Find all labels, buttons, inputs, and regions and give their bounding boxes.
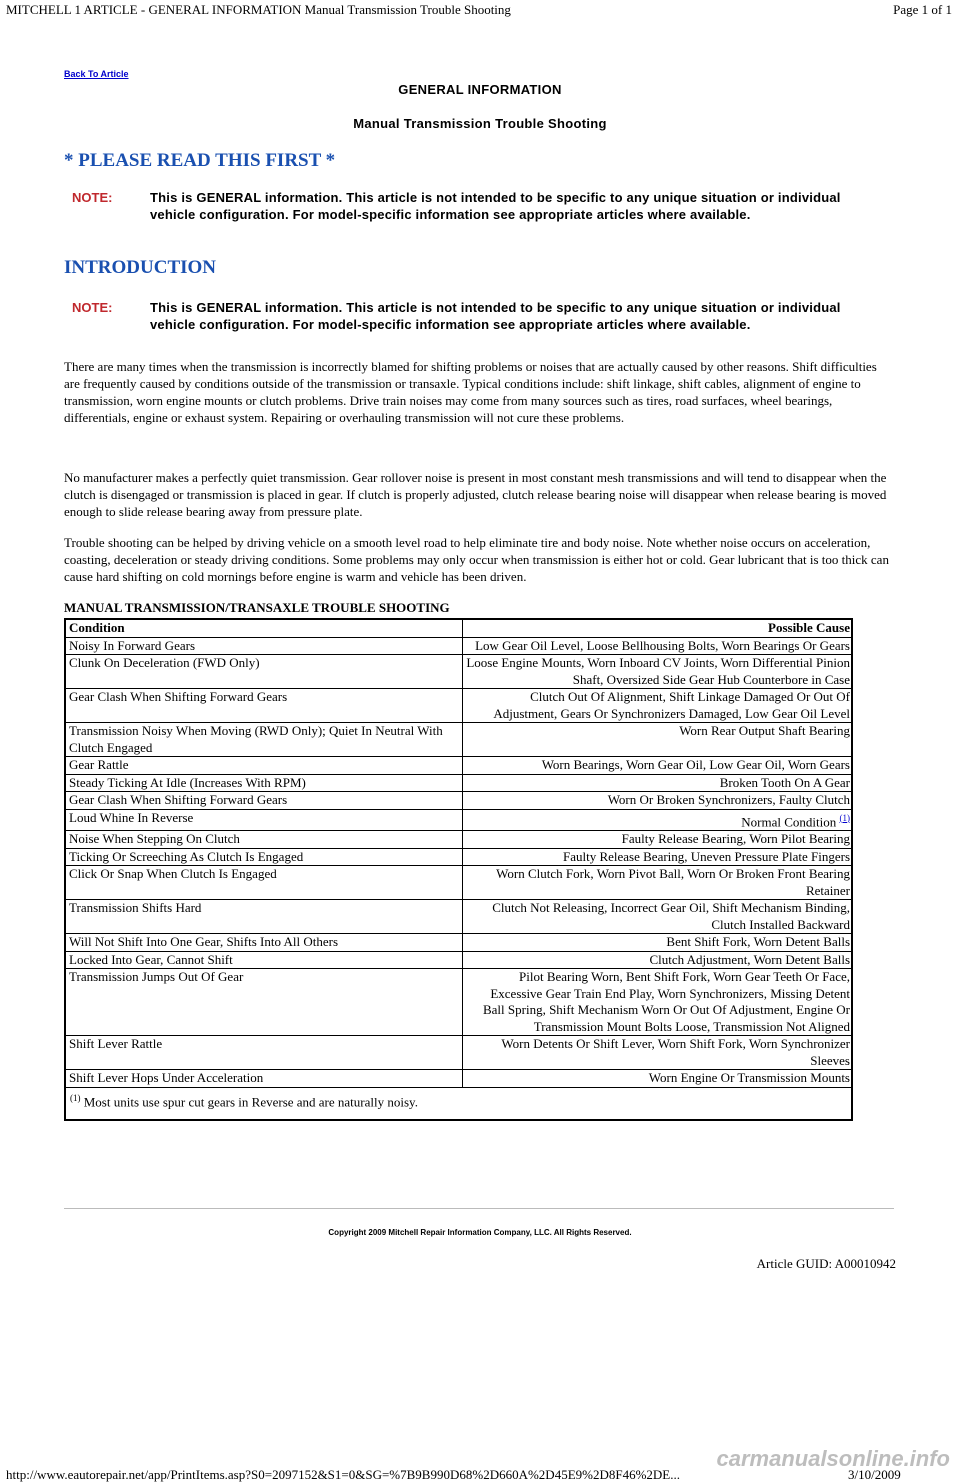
condition-cell: Shift Lever Rattle [65, 1036, 463, 1070]
note-label: NOTE: [72, 300, 113, 315]
possible-cause-cell [463, 934, 853, 952]
note-text: This is GENERAL information. This article is not intended to be specific to any unique situation or individual vehicle configuration. For model-specific information see appropriate articles where available. [150, 190, 841, 222]
note-label: NOTE: [72, 190, 113, 205]
possible-cause-cell [463, 848, 853, 866]
table-row [65, 637, 852, 655]
possible-cause-cell [463, 969, 853, 1036]
copyright-notice: Copyright 2009 Mitchell Repair Information Company, LLC. All Rights Reserved. [328, 1228, 632, 1237]
possible-cause-text: Bent Shift Fork, Worn Detent Balls [666, 934, 850, 950]
table-row [65, 900, 852, 934]
possible-cause-cell [463, 689, 853, 723]
possible-cause-text: Clutch Not Releasing, Incorrect Gear Oil, Shift Mechanism Binding, Clutch Installed Backward [492, 900, 850, 932]
possible-cause-text: Worn Clutch Fork, Worn Pivot Ball, Worn Or Broken Front Bearing Retainer [496, 866, 850, 898]
possible-cause-text: Faulty Release Bearing, Worn Pilot Bearing [621, 831, 850, 847]
table-row [65, 689, 852, 723]
possible-cause-text: Faulty Release Bearing, Uneven Pressure Plate Fingers [562, 848, 850, 864]
possible-cause-cell [463, 866, 853, 900]
table-row [65, 848, 852, 866]
table-row [65, 1070, 852, 1088]
back-to-article-link[interactable]: Back To Article [64, 69, 129, 79]
possible-cause-text: Worn Engine Or Transmission Mounts [648, 1070, 850, 1086]
table-row [65, 809, 852, 831]
intro-paragraph: There are many times when the transmission is incorrectly blamed for shifting problems or noises that are actually caused by other reasons. Shift difficulties are frequently caused by conditions outside of the transmission or transaxle. Typical conditions include: shift linkage, shift cables, alignment of engine to transmission, worn engine mounts or clutch problems. Drive train noises may come from many sources such as tires, road surfaces, wheel bearings, differentials, engine or exhaust system. Repairing or overhauling transmission will not cure these problems. [64, 359, 877, 425]
possible-cause-cell [463, 900, 853, 934]
possible-cause-cell [463, 792, 853, 810]
possible-cause-cell [463, 774, 853, 792]
note-block [72, 189, 862, 223]
possible-cause-text: Pilot Bearing Worn, Bent Shift Fork, Worn Gear Teeth Or Face, Excessive Gear Train End Play, Worn Synchronizers, Missing Detent Ball Spring, Shift Mechanism Worn Or Out Of Adjustment, Engine Or Transmission Mount Bolts Loose, Transmission Not Aligned [482, 969, 850, 1034]
condition-cell: Steady Ticking At Idle (Increases With RPM) [65, 774, 463, 792]
footnote-reference-link[interactable]: (1) [839, 812, 850, 823]
table-title: MANUAL TRANSMISSION/TRANSAXLE TROUBLE SHOOTING [64, 600, 450, 615]
possible-cause-cell [463, 637, 853, 655]
table-footnote-row [65, 1087, 852, 1119]
possible-cause-text: Clutch Out Of Alignment, Shift Linkage Damaged Or Out Of Adjustment, Gears Or Synchronizers Damaged, Low Gear Oil Level [493, 689, 850, 721]
possible-cause-text: Worn Or Broken Synchronizers, Faulty Clutch [607, 792, 850, 807]
print-header-title: MITCHELL 1 ARTICLE - GENERAL INFORMATION Manual Transmission Trouble Shooting [6, 2, 511, 17]
condition-cell: Gear Clash When Shifting Forward Gears [65, 689, 463, 723]
condition-cell: Gear Clash When Shifting Forward Gears [65, 792, 463, 810]
possible-cause-cell [463, 1070, 853, 1088]
print-header-page: Page 1 of 1 [893, 2, 952, 17]
table-row [65, 774, 852, 792]
section-heading-read-first: * PLEASE READ THIS FIRST * [64, 150, 336, 171]
possible-cause-text: Clutch Adjustment, Worn Detent Balls [649, 951, 850, 967]
column-header-condition: Condition [65, 619, 463, 637]
condition-cell: Transmission Shifts Hard [65, 900, 463, 934]
condition-cell: Locked Into Gear, Cannot Shift [65, 951, 463, 969]
article-guid: Article GUID: A00010942 [756, 1256, 896, 1271]
intro-paragraph: Trouble shooting can be helped by driving vehicle on a smooth level road to help eliminate tire and body noise. Note whether noise occurs on acceleration, coasting, deceleration or steady driving conditions. Some problems may only occur when transmission is either hot or cold. Gear lubricant that is too thick can cause hard shifting on cold mornings before engine is warm and vehicle has been driven. [64, 535, 889, 584]
watermark-logo: carmanualsonline.info [716, 1446, 950, 1471]
possible-cause-text: Low Gear Oil Level, Loose Bellhousing Bolts, Worn Bearings Or Gears [475, 637, 850, 653]
possible-cause-text: Worn Detents Or Shift Lever, Worn Shift Fork, Worn Synchronizer Sleeves [501, 1036, 850, 1068]
possible-cause-text: Loose Engine Mounts, Worn Inboard CV Joints, Worn Differential Pinion Shaft, Oversized Side Gear Hub Counterbore in Case [466, 655, 850, 687]
divider [64, 1208, 894, 1209]
document-subtitle: Manual Transmission Trouble Shooting [353, 116, 607, 131]
table-row [65, 934, 852, 952]
document-title: GENERAL INFORMATION [398, 82, 562, 97]
table-row [65, 1036, 852, 1070]
section-heading-introduction: INTRODUCTION [64, 257, 217, 278]
possible-cause-cell [463, 723, 853, 757]
trouble-shooting-table [64, 618, 853, 1121]
condition-cell: Ticking Or Screeching As Clutch Is Engaged [65, 848, 463, 866]
footnote-text: Most units use spur cut gears in Reverse and are naturally noisy. [83, 1094, 418, 1110]
possible-cause-cell [463, 1036, 853, 1070]
print-footer-url: http://www.eautorepair.net/app/PrintItems.asp?S0=2097152&S1=0&SG=%7B9B990D68%2D660A%2D45E9%2D8F46%2DE... [6, 1467, 680, 1482]
condition-cell: Clunk On Deceleration (FWD Only) [65, 655, 463, 689]
condition-cell: Transmission Jumps Out Of Gear [65, 969, 463, 1036]
possible-cause-cell [463, 831, 853, 849]
table-header-row [65, 619, 852, 637]
possible-cause-text: Broken Tooth On A Gear [719, 774, 850, 790]
table-row [65, 866, 852, 900]
table-row [65, 951, 852, 969]
table-row [65, 792, 852, 810]
condition-cell: Gear Rattle [65, 757, 463, 775]
condition-cell: Click Or Snap When Clutch Is Engaged [65, 866, 463, 900]
condition-cell: Will Not Shift Into One Gear, Shifts Into All Others [65, 934, 463, 952]
table-row [65, 831, 852, 849]
condition-cell: Transmission Noisy When Moving (RWD Only); Quiet In Neutral With Clutch Engaged [65, 723, 463, 757]
possible-cause-cell [463, 951, 853, 969]
column-header-possible-cause: Possible Cause [463, 619, 853, 637]
possible-cause-cell [463, 757, 853, 775]
possible-cause-text: Normal Condition [741, 813, 837, 829]
table-row [65, 757, 852, 775]
table-footnote [65, 1087, 852, 1119]
note-block [72, 299, 862, 333]
possible-cause-text: Worn Bearings, Worn Gear Oil, Low Gear Oil, Worn Gears [541, 757, 850, 772]
table-row [65, 969, 852, 1036]
condition-cell: Shift Lever Hops Under Acceleration [65, 1070, 463, 1088]
print-footer-date: 3/10/2009 [848, 1467, 901, 1482]
table-row [65, 723, 852, 757]
condition-cell: Noise When Stepping On Clutch [65, 831, 463, 849]
possible-cause-cell [463, 655, 853, 689]
condition-cell: Loud Whine In Reverse [65, 809, 463, 831]
intro-paragraph: No manufacturer makes a perfectly quiet transmission. Gear rollover noise is present in most constant mesh transmissions and will tend to disappear when the clutch is disengaged or transmission is placed in gear. If clutch is properly adjusted, clutch release bearing noise will disappear when release bearing is moved enough to slide release bearing away from pressure plate. [64, 470, 887, 519]
condition-cell: Noisy In Forward Gears [65, 637, 463, 655]
table-row [65, 655, 852, 689]
footnote-mark: (1) [70, 1092, 81, 1103]
possible-cause-text: Worn Rear Output Shaft Bearing [679, 723, 850, 738]
note-text: This is GENERAL information. This article is not intended to be specific to any unique situation or individual vehicle configuration. For model-specific information see appropriate articles where available. [150, 300, 841, 332]
possible-cause-cell [463, 809, 853, 831]
